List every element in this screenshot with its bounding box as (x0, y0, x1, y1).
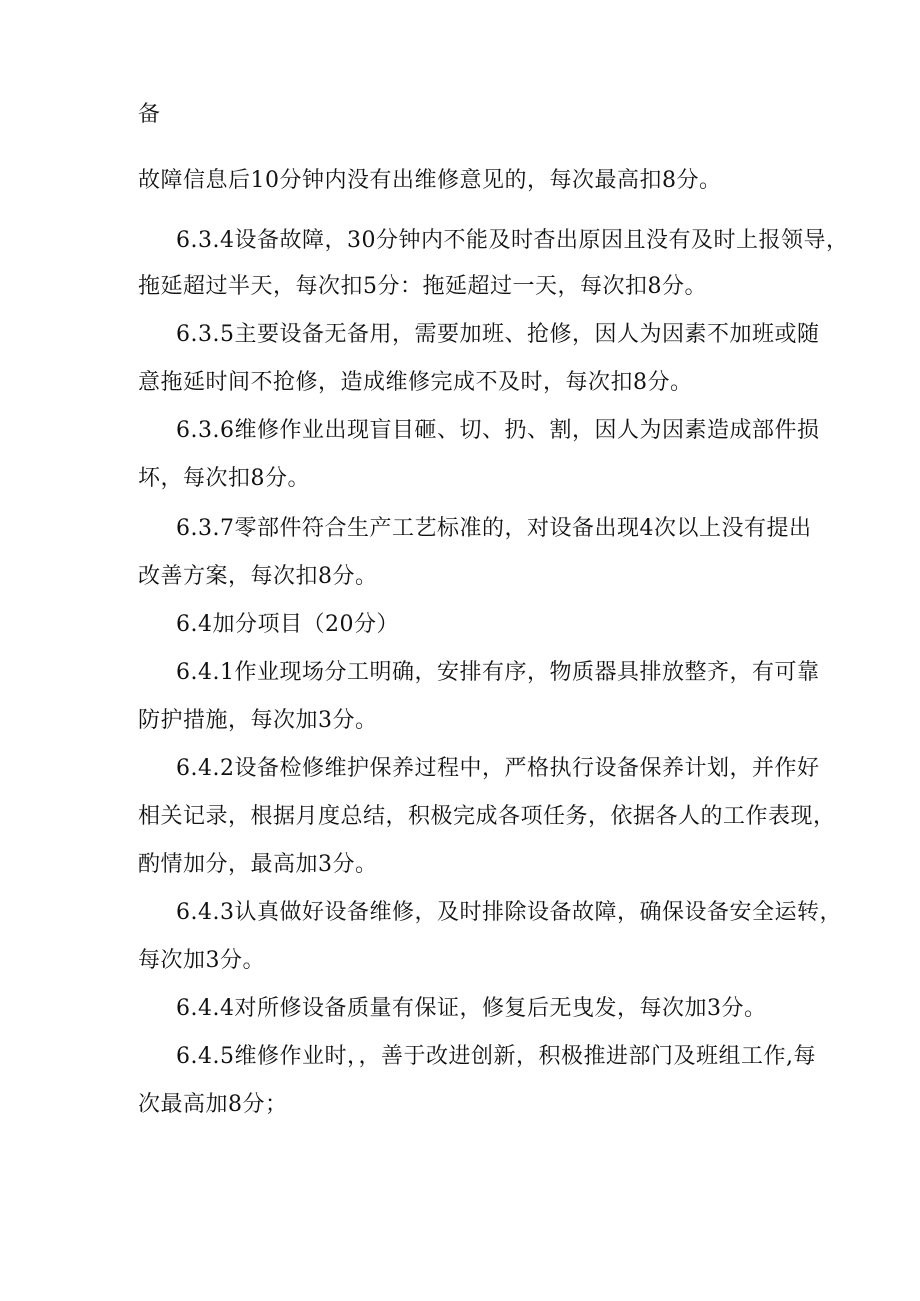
text-line-6-4-5: 6.4.5维修作业时，，善于改进创新，积极推进部门及班组工作,每 (176, 1044, 816, 1069)
text-line-6-3-5: 6.3.5主要设备无备用，需要加班、抢修，因人为因素不加班或随 (176, 322, 820, 347)
text-line-heading-fragment: 备 (138, 102, 161, 127)
text-line-6-3-3-continuation: 故障信息后10分钟内没有出维修意见的，每次最高扣8分。 (138, 168, 722, 193)
text-line-6-3-4-continuation: 拖延超过半天，每次扣5分：拖延超过一天，每次扣8分。 (138, 274, 707, 299)
text-line-6-4-3: 6.4.3认真做好设备维修，及时排除设备故障，确保设备安全运转， (176, 900, 842, 925)
text-line-6-4-4: 6.4.4对所修设备质量有保证，修复后无曳发，每次加3分。 (176, 996, 767, 1021)
text-line-6-3-7-continuation: 改善方案，每次扣8分。 (138, 564, 378, 589)
text-line-6-4-2-continuation-2: 酌情加分，最高加3分。 (138, 852, 378, 877)
text-line-6-4-5-continuation: 次最高加8分； (138, 1092, 288, 1117)
text-line-6-4-1: 6.4.1作业现场分工明确，安排有序，物质器具排放整齐，有可靠 (176, 660, 820, 685)
text-line-6-4-3-continuation: 每次加3分。 (138, 948, 265, 973)
section-heading-6-4: 6.4加分项目（20分） (176, 612, 399, 637)
text-line-6-4-2-continuation-1: 相关记录，根据月度总结，积极完成各项任务，依据各人的工作表现， (138, 804, 836, 829)
text-line-6-4-2: 6.4.2设备检修维护保养过程中，严格执行设备保养计划，并作好 (176, 756, 820, 781)
text-line-6-3-7: 6.3.7零部件符合生产工艺标准的，对设备出现4次以上没有提出 (176, 516, 812, 541)
text-line-6-3-6-continuation: 坏，每次扣8分。 (138, 466, 310, 491)
text-line-6-3-4: 6.3.4设备故障，30分钟内不能及时杳出原因且没有及时上报领导， (176, 228, 849, 253)
text-line-6-4-1-continuation: 防护措施，每次加3分。 (138, 708, 378, 733)
text-line-6-3-6: 6.3.6维修作业出现盲目砸、切、扔、割，因人为因素造成部件损 (176, 418, 820, 443)
text-line-6-3-5-continuation: 意拖延时间不抢修，造成维修完成不及时，每次扣8分。 (138, 370, 693, 395)
